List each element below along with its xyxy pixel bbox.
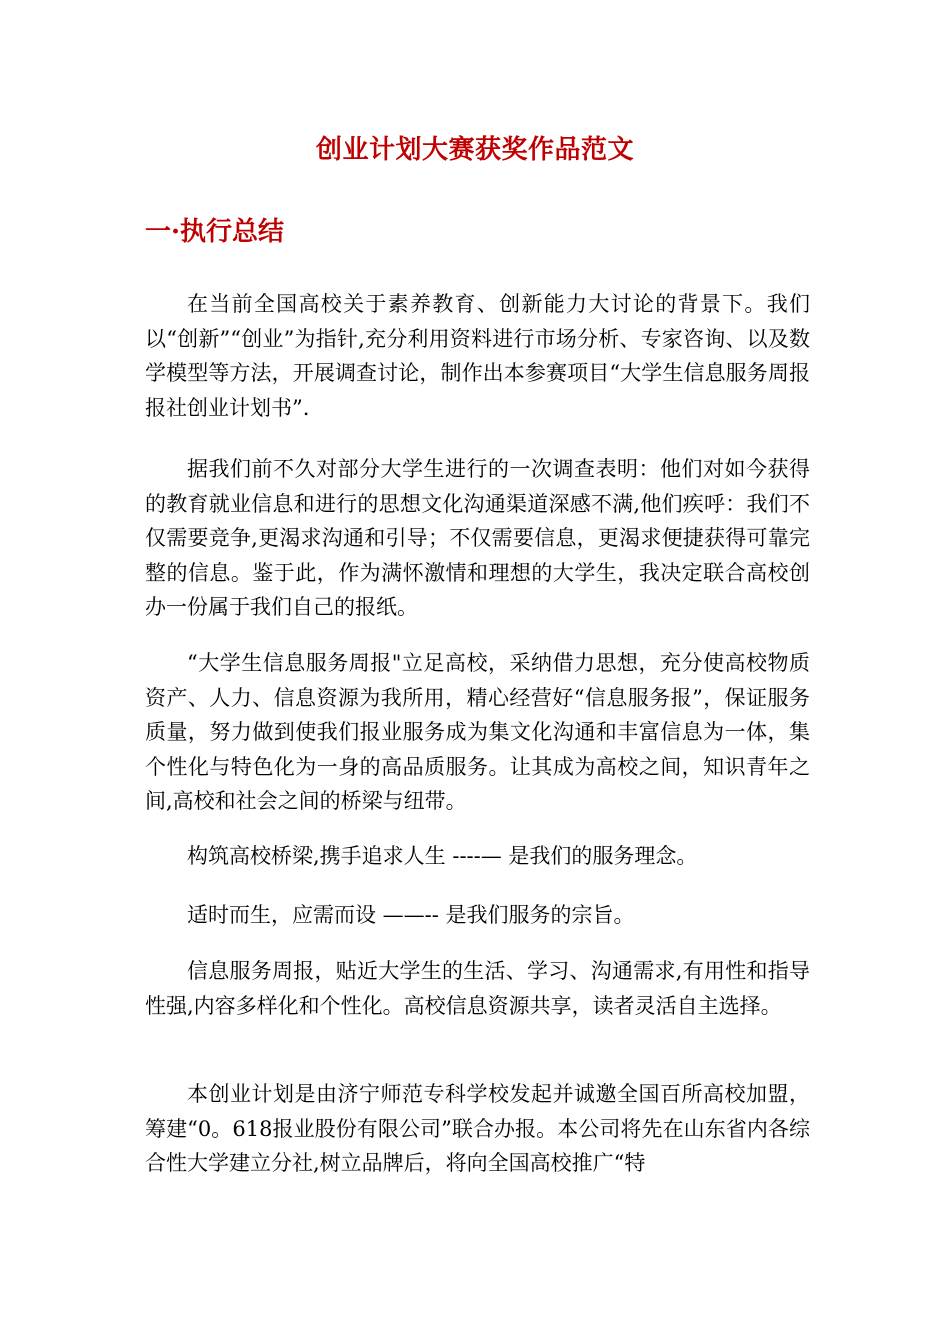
document-title: 创业计划大赛获奖作品范文 <box>315 135 634 165</box>
section-heading-executive-summary: 一·执行总结 <box>145 217 285 247</box>
body-paragraph: 据我们前不久对部分大学生进行的一次调查表明：他们对如今获得的教育就业信息和进行的思想文化沟通渠道深感不满,他们疾呼：我们不仅需要竞争,更渴求沟通和引导；不仅需要信息，更渴求便捷获得可靠完整的信息。鉴于此，作为满怀激情和理想的大学生，我决定联合高校创办一份属于我们自己的报纸。 <box>145 457 810 619</box>
body-paragraph: 信息服务周报，贴近大学生的生活、学习、沟通需求,有用性和指导性强,内容多样化和个性化。高校信息资源共享，读者灵活自主选择。 <box>145 959 810 1018</box>
body-paragraph: “大学生信息服务周报"立足高校，采纳借力思想，充分使高校物质资产、人力、信息资源为我所用，精心经营好“信息服务报”，保证服务质量，努力做到使我们报业服务成为集文化沟通和丰富信息为一体，集个性化与特色化为一身的高品质服务。让其成为高校之间，知识青年之间,高校和社会之间的桥梁与纽带。 <box>145 651 810 813</box>
service-purpose-line: 适时而生，应需而设 ——-- 是我们服务的宗旨。 <box>187 903 635 927</box>
body-paragraph: 本创业计划是由济宁师范专科学校发起并诚邀全国百所高校加盟，筹建“0。618报业股份有限公司”联合办报。本公司将先在山东省内各综合性大学建立分社,树立品牌后，将向全国高校推广“特 <box>145 1082 810 1175</box>
body-paragraph: 在当前全国高校关于素养教育、创新能力大讨论的背景下。我们以“创新”“创业”为指针,充分利用资料进行市场分析、专家咨询、以及数学模型等方法，开展调查讨论，制作出本参赛项目“大学生信息服务周报报社创业计划书”. <box>145 292 810 420</box>
service-concept-line: 构筑高校桥梁,携手追求人生 ----— 是我们的服务理念。 <box>187 844 698 868</box>
